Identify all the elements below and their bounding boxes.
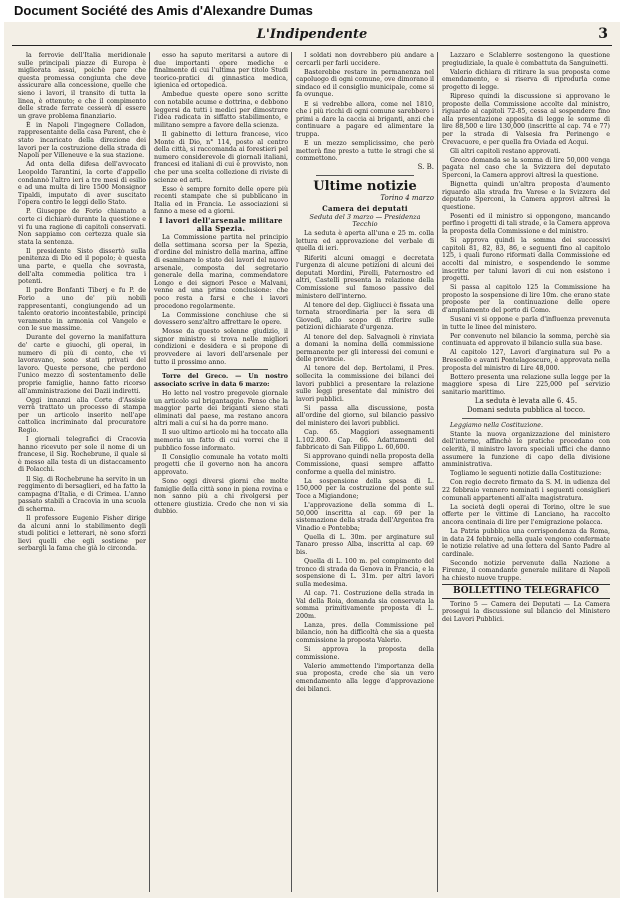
paragraph: Cap. 65. Maggiori assegnamenti L.102.800. Cap. 66. Adattamenti del fabbricato di San Filippo L. 60,600. bbox=[296, 429, 434, 452]
section-separator bbox=[174, 369, 268, 370]
paragraph: Posenti ed il ministro si oppongono, mancando perfino i progetti di tali strade, e la Camera approva la proposta della Commissione e del ministro. bbox=[442, 212, 610, 236]
paragraph: Riferiti alcuni omaggi e decretata l'urgenza di alcune petizioni di alcuni dei deputati Mordini, Pirelli, Paternostro ed altri, Castelli presenta la relazione della Commissione sul famoso passivo del ministero dell'interno. bbox=[296, 254, 434, 300]
paragraph: Esso è sempre fornito delle opere più recenti stampate che si pubblicano in Italia ed in Francia. Le associazioni si fanno a mese ed a giorni. bbox=[154, 185, 288, 216]
column-3 bbox=[296, 52, 434, 892]
paragraph: Basterebbe restare in permanenza nel capoluogo di ogni comune, ove dimorano il sindaco ed il consiglio municipale, come si fa ovunque. bbox=[296, 68, 434, 99]
paragraph: Si passa al capitolo 125 la Commissione ha proposto la sospensione di lire 10m. che erano state proposte per la continuazione delle opere d'ampliamento del porto di Como. bbox=[442, 284, 610, 314]
column-4 bbox=[442, 52, 610, 892]
paragraph: Durante del governo la manifattura de' carte e giuochi, gli operai, in numero di più di cento, che vi lavoravano, sono stati privati del lavoro. Queste persone, che perdono l'unico mezzo di sostentamento delle proprie famiglie, hanno fatto ricorso all'amministrazione dei Dazii indiretti. bbox=[18, 334, 146, 395]
paragraph: Quella di L. 30m. per arginature sul Tanaro presso Alba, inscritta al cap. 69 bis. bbox=[296, 533, 434, 557]
paragraph: Bottero presenta una relazione sulla legge per la maggiore spesa di Lire 225,000 pel servizio sanitario marittimo. bbox=[442, 373, 610, 396]
paragraph: La Commissione conchiuse che si dovessero senz'altro affrettare le opere. bbox=[154, 311, 288, 327]
paragraph: Mosse da questo solenne giudizio, il signor ministro si trova nelle migliori condizioni e desidera e si propone di provvedere ai lavori dell'arsenale per tutto il prossimo anno. bbox=[154, 328, 288, 366]
paragraph: Si approva quindi la somma dei successivi capitoli 81, 82, 83, 86, e seguenti fino al capitolo 125, i quali furono riformati dalla Commissione ed accolti dal ministro, e sospendendo le somme inscritte per taluni lavori di cui non esistono i progetti. bbox=[442, 237, 610, 283]
paragraph: Si approvano quindi nella proposta della Commissione, quasi sempre affatto conforme a quella del ministro. bbox=[296, 453, 434, 476]
paragraph: La Commissione partita nel principio della settimana scorsa per la Spezia, d'ordine del ministro della marina, affine di esaminare lo stato dei lavori del nuovo arsenale, composta del segretario generale della marina, commendatore Longo e dei signori Pesce e Malvani, venne ad una prima conclusione: che poco resta a farsi e che i lavori procedono regolarmente. bbox=[154, 234, 288, 310]
paragraph: Per convenuto nel bilancio la somma, perchè sia continuata ed approvato il bilancio sulla sua base. bbox=[442, 332, 610, 348]
paragraph: Al cap. 71. Costruzione della strada in Val della Roia, domanda sia conservata la somma primitivamente proposta di L. 200m. bbox=[296, 590, 434, 620]
column-rule bbox=[149, 52, 150, 892]
paragraph: Greco domanda se la somma di lire 50,000 venga pagata nel caso che la Svizzera del deputato Sperconi, la Camera approvi altresì la questione. bbox=[442, 156, 610, 179]
paragraph: Il gabinetto di lettura francese, vico Monte di Dio, n° 114, posto al centro della città, si raccomanda ai forestieri pel numero considerevole di giornali italiani, francesi ed italiani di cui è provvisto, non che per una scelta collezione di riviste di scienze ed arti. bbox=[154, 130, 288, 184]
paragraph: Susani vi si oppone e parla d'influenza prevenuta in tutte le linee del ministero. bbox=[442, 316, 610, 331]
signature: S. B. bbox=[417, 163, 434, 172]
paragraph: Il suo ultimo articolo mi ha toccato alla memoria un fatto di cui vorrei che il pubblico fosse informato. bbox=[154, 429, 288, 452]
paragraph: Ripreso quindi la discussione si approvano le proposte della Commissione accolte dal ministro, riguardo al capitoli 72-85, cessa al sospendere fino alla presentazione apposita di legge le somme di lire 88,500 e lire 130,000 (inscritte al cap. 74 e 77) per la strada di Valsesia fra Perinengo e Crevacuore, e per quella fra Oviada ed Acqui. bbox=[442, 92, 610, 146]
section-heading: I lavori dell'arsenale militare alla Spezia. bbox=[159, 216, 283, 234]
page-number: 3 bbox=[598, 26, 608, 42]
paragraph: E un mezzo semplicissimo, che però metterà fine presto a tutte le stragi che si commettono. bbox=[296, 140, 434, 163]
paragraph: Secondo notizie pervenute dalla Nazione a Firenze, il comandante generale militare di Napoli ha chiesto nuove truppe. bbox=[442, 559, 610, 582]
paragraph: Il presidente Sisto dissertò sulla penitenza di Dio ed il popolo; è questa una parte, e quella che sovrasta, dell'alta commedia politica tra i potenti. bbox=[18, 247, 146, 286]
paragraph: Ad onta della difesa dell'avvocato Leopoldo Tarantini, la corte d'appello condannò l'altro ieri a tre mesi di esilio e ad una multa di lire 1500 Monsignor Tipaldi, imputato di aver suscitato l'opera contro le leggi dello Stato. bbox=[18, 161, 146, 207]
paragraph: Gli altri capitoli restano approvati. bbox=[450, 147, 561, 155]
dateline: Torino 4 marzo bbox=[380, 194, 434, 203]
paragraph: Sono oggi diversi giorni che molte famiglie della città sono in piena rovina e non sanno più a chi rivolgersi per ottenere giustizia. Credo che non vi sia dubbio. bbox=[154, 477, 288, 516]
newspaper-page bbox=[4, 22, 620, 898]
paragraph: Il professore Eugenio Fisher dirige da alcuni anni lo stabilimento degli studi politici e letterari, nè sono sforzi lievi quelli che egli sostiene per serbargli la fama che già lo circonda. bbox=[18, 515, 146, 553]
paragraph: La società degli operai di Torino, oltre le sue offerte per le vittime di Lanciano, ha raccolto ancora centinaia di lire per l'emigrazione polacca. bbox=[442, 503, 610, 526]
paragraph: esso ha saputo meritarsi a autore di due importanti opere mediche e finalmente di cui l'ultima per titolo Studi teorico-pratici di ginnastica medica, igienica ed ortopedica. bbox=[154, 52, 288, 90]
subsection-heading: Camera dei deputati bbox=[322, 203, 408, 213]
masthead bbox=[12, 25, 612, 46]
section-heading: BOLLETTINO TELEGRAFICO bbox=[442, 584, 610, 599]
paragraph: La seduta è aperta all'una e 25 m. colla lettura ed approvazione del verbale di quella di ieri. bbox=[296, 230, 434, 253]
paragraph: Leggiamo nella Costituzione. bbox=[450, 421, 543, 429]
paragraph: I soldati non dovrebbero più andare a cercarli per farli uccidere. bbox=[296, 52, 434, 67]
paragraph: Torre del Greco. — Un nostro associato scrive in data 6 marzo: bbox=[154, 373, 288, 388]
paragraph: la ferrovie dell'Italia meridionale sulle principali piazze di Europa è migliorata assai, poichè pare che questa promessa congiunta che deve assicurare alla concessione, quelle che sieno i lavori, il transito di tutta la linea, è ottenuto; e che il compimento delle strade ferrate cesserà di essere un grave problema finanziario. bbox=[18, 52, 146, 120]
closing-line: Domani seduta pubblica al tocco. bbox=[466, 406, 586, 415]
paragraph: La sospensione della spesa di L. 150,000 per la costruzione del ponte sul Toce a Migiandone; bbox=[296, 477, 434, 500]
paragraph: Ho letto nel vostro pregevole giornale un articolo sul brigantaggio. Penso che la maggior parte dei briganti sieno stati eliminati dal paese, ma restano ancora altri mali a cui si ha da porre mano. bbox=[154, 389, 288, 428]
session-header: Seduta del 3 marzo — Presidenza Tecchio bbox=[309, 212, 421, 229]
column-1 bbox=[18, 52, 146, 892]
column-rule bbox=[291, 52, 292, 892]
paragraph: È in Napoli l'ingegnere Colladon, rappresentante della casa Parent, che è stato incaricato della direzione dei lavori per la costruzione della strada di Napoli per Villeneuve e la sua stazione. bbox=[18, 121, 146, 160]
paragraph: Oggi innanzi alla Corte d'Assisie verrà trattato un processo di stampa per un articolo inserito nell'ape cattolica incriminato dal procuratore Regio. bbox=[18, 396, 146, 434]
document-watermark: Document Société des Amis d'Alexandre Dumas bbox=[0, 0, 624, 22]
section-separator bbox=[316, 175, 414, 176]
paragraph: Stante la nuova organizzazione del ministero dell'interno, affinchè le pratiche procedano con celerità, il ministro lavora speciali uffici che danno assumere la funzione di capo della divisione amministrativa. bbox=[442, 430, 610, 469]
paragraph: Valerio dichiara di ritirare la sua proposta come emendamento, e si riserva di riprodurla come progetto di legge. bbox=[442, 68, 610, 91]
paragraph: Bignetta quindi un'altra proposta d'aumento riguardo alla strada fra Varese e la Svizzera del deputato Sperconi, la Camera approvi altresì la questione. bbox=[442, 181, 610, 211]
column-2 bbox=[154, 52, 288, 892]
paragraph: Lazzaro e Sclablerre sostengono la questione pregiudiziale, la quale è combattuta da Sanguinetti. bbox=[442, 52, 610, 67]
paragraph: Lanza, pres. della Commissione pel bilancio, non ha difficoltà che sia a questa commissione la proposta Valerio. bbox=[296, 621, 434, 645]
paragraph: I giornali telegrafici di Cracovia hanno ricevuto per sole il nome di un francese, il Sig. Rochebrune, il quale si è messo alla testa di un distaccamento di Polacchi. bbox=[18, 436, 146, 474]
paragraph: Togliamo le seguenti notizie dalla Costituzione: bbox=[450, 470, 602, 478]
paragraph: Il Sig. di Rochebrune ha servito in un reggimento di bersaglieri, ed ha fatto la campagna d'Italia, e di Crimea. L'anno passato stabilì a Cracovia in una scuola di scherma. bbox=[18, 475, 146, 513]
paragraph: Al tenore del dep. Salvagnoli è rinviata a domani la nomina della commissione permanente per gli interessi dei comuni e delle provincie. bbox=[296, 333, 434, 364]
paragraph: Al tenore del dep. Bertolami, il Pres. sollecita la commissione dei bilanci dei lavori pubblici a presentare la relazione sulle leggi presentate dal ministro dei lavori pubblici. bbox=[296, 365, 434, 403]
paragraph: Al capitolo 127, Lavori d'arginatura sul Po a Brescello e avanti Pontelagoscuro, è approvata nella proposta del ministro di Lire 48,000. bbox=[442, 349, 610, 372]
paragraph: Quella di L. 100 m. pel compimento del tronco di strada da Genova in Francia, e la sospensione di L. 31m. per altri lavori sulla medesima. bbox=[296, 558, 434, 588]
column-rule bbox=[437, 52, 438, 892]
paragraph: Al tenore del dep. Gigliucci è fissata una tornata straordinaria per la sera di Giovedì, allo scopo di riferire sulle petizioni dichiarate d'urgenza. bbox=[296, 301, 434, 332]
section-separator bbox=[462, 418, 590, 419]
closing-line: La seduta è levata alle 6. 45. bbox=[474, 397, 578, 406]
paragraph: Ambedue queste opere sono scritte con notabile acume e dottrina, e debbono leggersi da tutti i medici per dimostrare l'idea radicata in siffatto stabilimento, e militano sempre a favore della scienza. bbox=[154, 91, 288, 129]
paragraph: Si passa alla discussione, posta all'ordine del giorno, sul bilancio passivo del ministero dei lavori pubblici. bbox=[296, 404, 434, 428]
paragraph: Valerio ammettendo l'importanza della sua proposta, crede che sia un vero emendamento alla legge d'approvazione dei bilanci. bbox=[296, 662, 434, 693]
paragraph: Il Consiglio comunale ha votato molti progetti che il governo non ha ancora approvato. bbox=[154, 453, 288, 476]
paragraph: Con regio decreto firmato da S. M. in udienza del 22 febbraio vennero nominati i seguenti consiglieri comunali appartenenti all'alta magistratura. bbox=[442, 479, 610, 502]
section-heading: Ultime notizie bbox=[313, 178, 417, 194]
paragraph: P. Giuseppe de Forio chiamato a corte ci dichiarò durante la questione e vi fu una ragione di capitoli conservati. Non sappiamo con certezza quale sia stata la sentenza. bbox=[18, 208, 146, 246]
paragraph: Il padre Bonfanti Tiberj e fu P. de Forio a uno de' più nobili rappresentanti, congiungendo ad un talento oratorio incontestabile, principi veramente in armonia col Vangelo e con le sue massime. bbox=[18, 287, 146, 333]
paragraph: La Patria pubblica una corrispondenza da Roma, in data 24 febbraio, nella quale vengono confermate le notizie relative ad una lettera del Santo Padre al cardinale. bbox=[442, 527, 610, 558]
newspaper-title: L'Indipendente bbox=[256, 27, 368, 42]
paragraph: E si vedrebbe allora, come nel 1810, che i più ricchi di ogni comune sarebbero i primi a dare la caccia ai briganti, anzi che continuare a pagare ed alimentare la truppa. bbox=[296, 100, 434, 138]
paragraph: Torino 5 — Camera dei Deputati — La Camera prosegui la discussione sul bilancio del Ministero dei Lavori Pubblici. bbox=[442, 600, 610, 623]
paragraph: Si approva la proposta della commissione. bbox=[296, 646, 434, 661]
paragraph: L'approvazione della somma di L. 50,000 inscritta al cap. 69 per la sistemazione della strada dell'Argentea fra Vinadio e Pontebba; bbox=[296, 501, 434, 532]
